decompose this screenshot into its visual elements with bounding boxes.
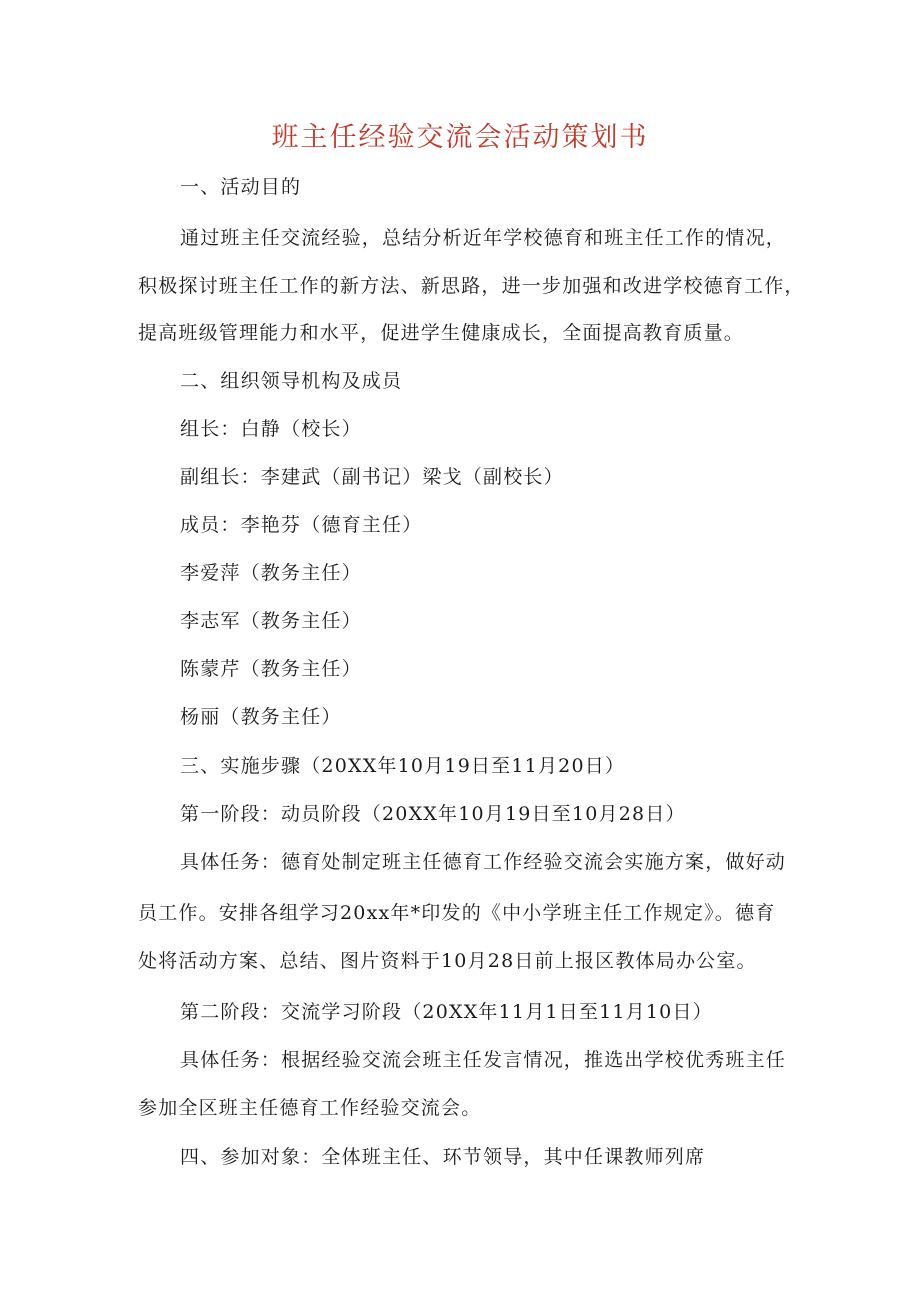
section-heading-steps: 三、实施步骤（20XX年10月19日至11月20日）: [180, 755, 626, 777]
member-line: 陈蒙芹（教务主任）: [180, 658, 362, 680]
paragraph-line: 员工作。安排各组学习20xx年*印发的《中小学班主任工作规定》。德育: [138, 902, 776, 924]
paragraph-line: 处将活动方案、总结、图片资料于10月28日前上报区教体局办公室。: [138, 950, 757, 972]
paragraph-line: 具体任务：根据经验交流会班主任发言情况，推选出学校优秀班主任: [180, 1049, 787, 1071]
section-heading-participants: 四、参加对象：全体班主任、环节领导，其中任课教师列席: [180, 1146, 706, 1168]
paragraph-line: 参加全区班主任德育工作经验交流会。: [138, 1097, 482, 1119]
paragraph-line: 积极探讨班主任工作的新方法、新思路，进一步加强和改进学校德育工作，: [138, 275, 805, 297]
paragraph-line: 通过班主任交流经验，总结分析近年学校德育和班主任工作的情况，: [180, 227, 787, 249]
member-line: 组长：白静（校长）: [180, 418, 362, 440]
paragraph-line: 提高班级管理能力和水平，促进学生健康成长，全面提高教育质量。: [138, 322, 745, 344]
paragraph-line: 具体任务：德育处制定班主任德育工作经验交流会实施方案，做好动: [180, 851, 787, 873]
stage-heading: 第二阶段：交流学习阶段（20XX年11月1日至11月10日）: [180, 1001, 713, 1023]
document-title: 班主任经验交流会活动策划书: [271, 122, 649, 153]
member-line: 李志军（教务主任）: [180, 610, 362, 632]
section-heading-organization: 二、组织领导机构及成员: [180, 370, 403, 392]
member-line: 李爱萍（教务主任）: [180, 562, 362, 584]
member-line: 杨丽（教务主任）: [180, 706, 342, 728]
member-line: 副组长：李建武（副书记）梁戈（副校长）: [180, 466, 564, 488]
section-heading-purpose: 一、活动目的: [180, 176, 302, 198]
stage-heading: 第一阶段：动员阶段（20XX年10月19日至10月28日）: [180, 803, 686, 825]
member-line: 成员：李艳芬（德育主任）: [180, 514, 423, 536]
